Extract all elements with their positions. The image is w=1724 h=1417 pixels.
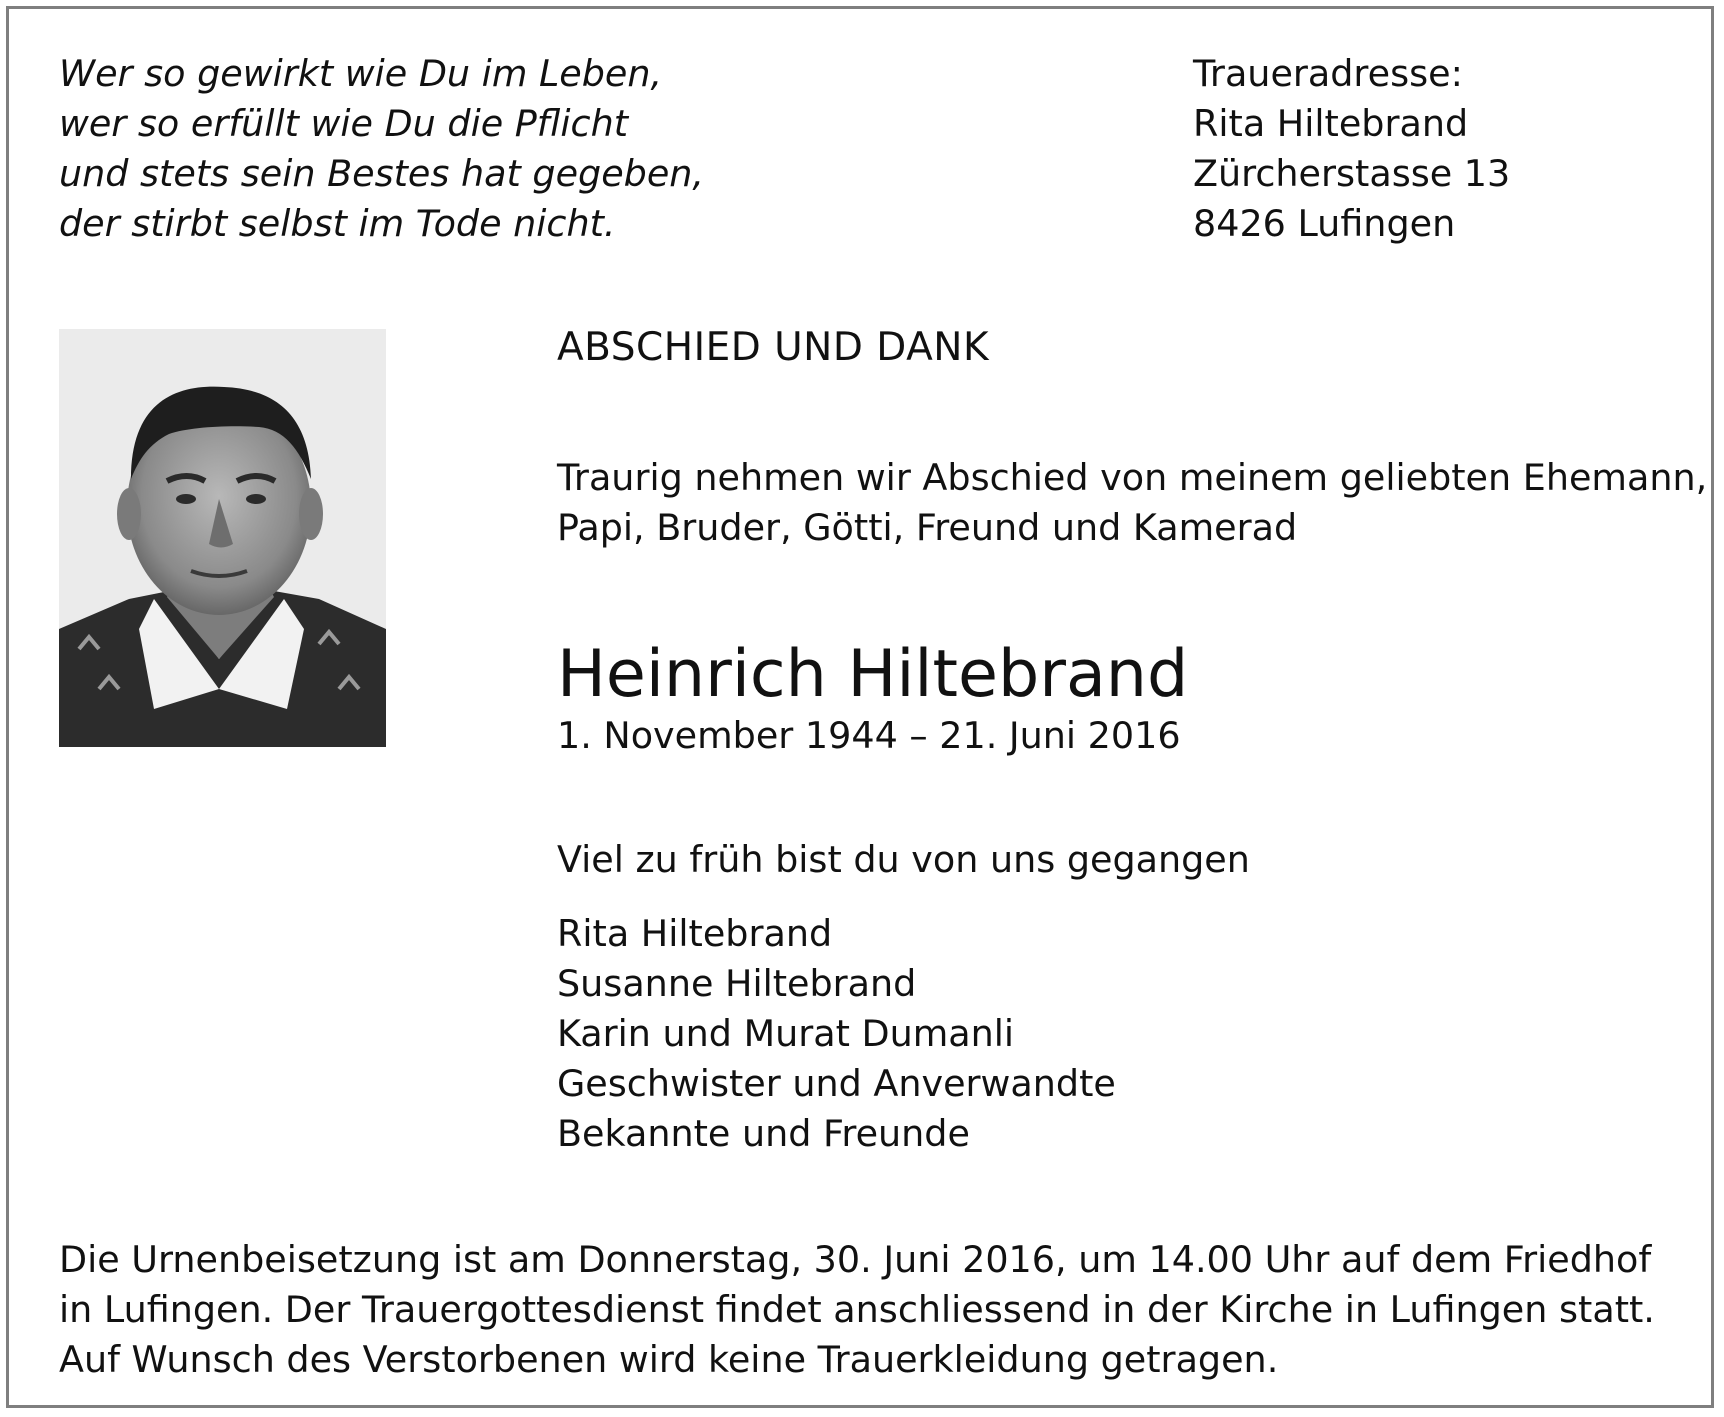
list-item: Bekannte und Freunde	[557, 1112, 970, 1155]
page-title: ABSCHIED UND DANK	[557, 325, 990, 370]
memorial-poem	[59, 49, 704, 249]
list-item: Susanne Hiltebrand	[557, 962, 917, 1005]
deceased-name: Heinrich Hiltebrand	[557, 637, 1189, 712]
intro-text	[557, 453, 1707, 553]
list-item: Karin und Murat Dumanli	[557, 1012, 1015, 1055]
mourning-address	[1193, 49, 1510, 249]
notice-line: in Lufingen. Der Trauergottesdienst findet anschliessend in der Kirche in Lufingen statt.	[59, 1288, 1655, 1331]
intro-line: Traurig nehmen wir Abschied von meinem geliebten Ehemann,	[557, 456, 1708, 499]
poem-line: der stirbt selbst im Tode nicht.	[59, 202, 616, 245]
list-item: Rita Hiltebrand	[557, 912, 833, 955]
address-name: Rita Hiltebrand	[1193, 102, 1469, 145]
funeral-notice	[59, 1235, 1655, 1385]
mourners-list	[557, 909, 1116, 1159]
obituary-notice	[6, 6, 1714, 1408]
poem-line: wer so erfüllt wie Du die Pflicht	[59, 102, 629, 145]
farewell-line: Viel zu früh bist du von uns gegangen	[557, 838, 1250, 881]
intro-line: Papi, Bruder, Götti, Freund und Kamerad	[557, 506, 1298, 549]
address-city: 8426 Lufingen	[1193, 202, 1456, 245]
address-label: Traueradresse:	[1193, 52, 1463, 95]
life-dates: 1. November 1944 – 21. Juni 2016	[557, 714, 1181, 757]
portrait-photo-icon	[59, 329, 386, 747]
address-street: Zürcherstasse 13	[1193, 152, 1511, 195]
poem-line: Wer so gewirkt wie Du im Leben,	[59, 52, 663, 95]
portrait-photo	[59, 329, 386, 747]
notice-line: Die Urnenbeisetzung ist am Donnerstag, 30. Juni 2016, um 14.00 Uhr auf dem Friedhof	[59, 1238, 1652, 1281]
poem-line: und stets sein Bestes hat gegeben,	[59, 152, 705, 195]
notice-line: Auf Wunsch des Verstorbenen wird keine Trauerkleidung getragen.	[59, 1338, 1279, 1381]
list-item: Geschwister und Anverwandte	[557, 1062, 1116, 1105]
